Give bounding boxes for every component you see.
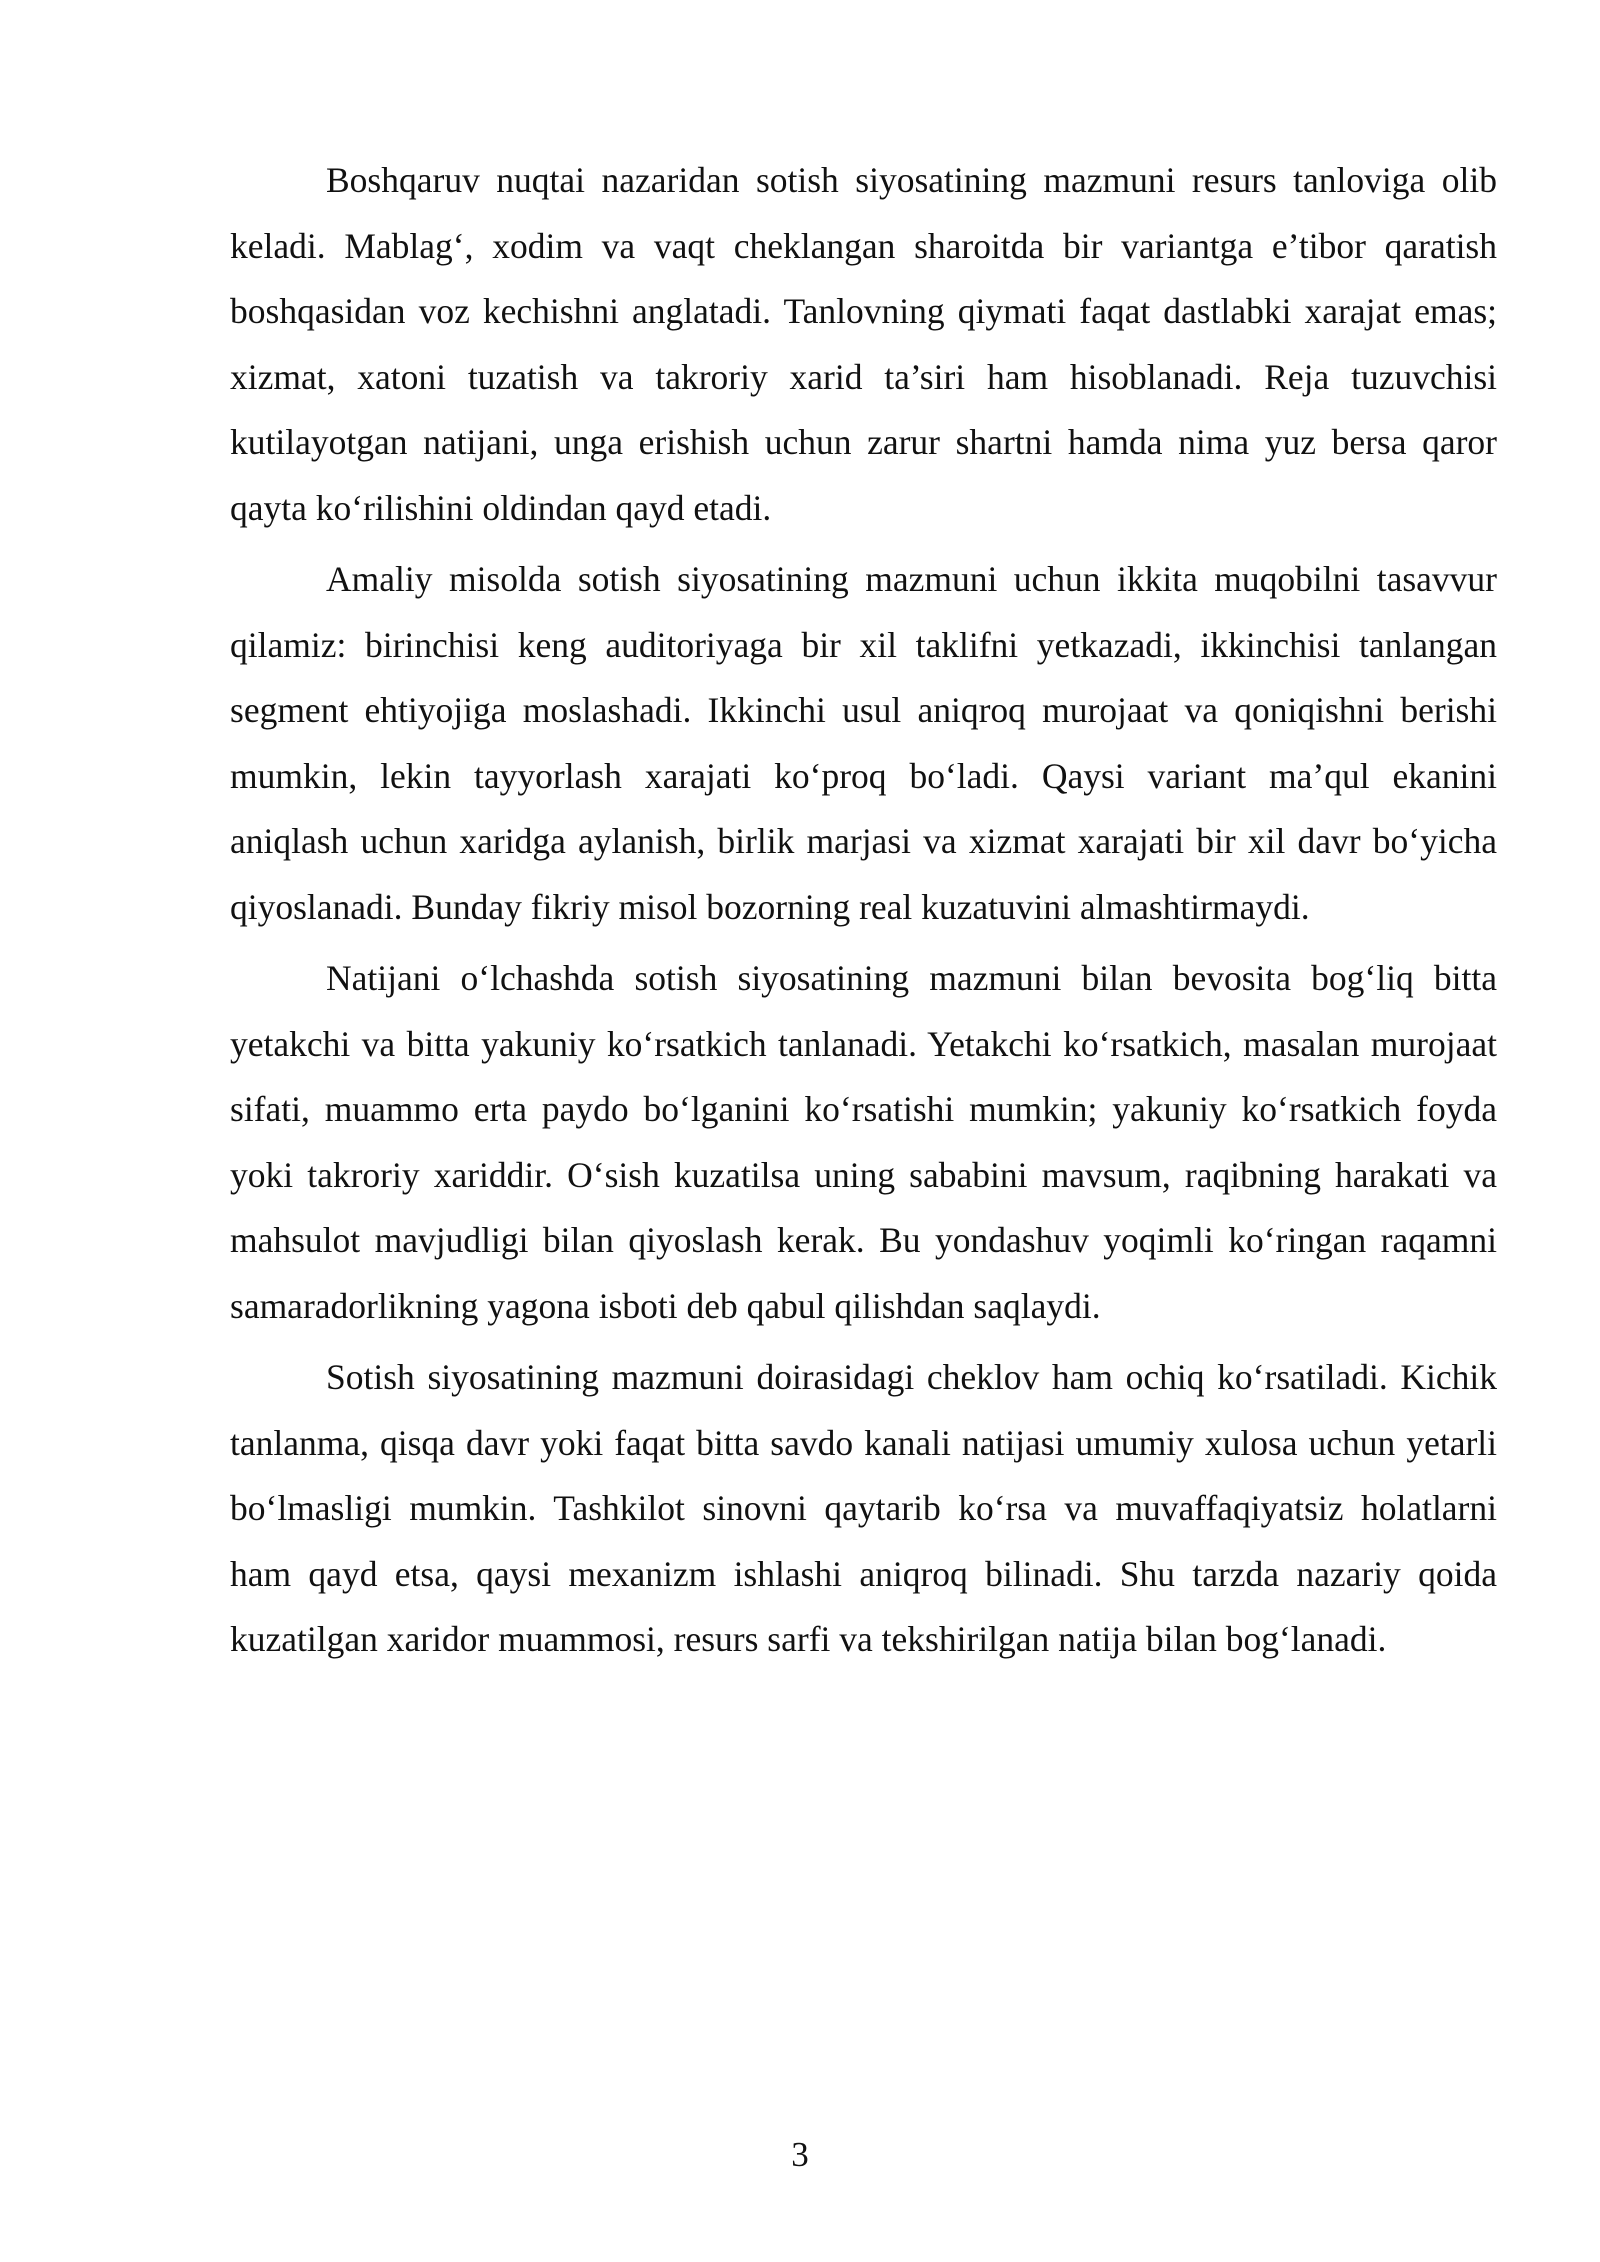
paragraph-2: Amaliy misolda sotish siyosatining mazmuni uchun ikkita muqobilni tasavvur qilamiz: birinchisi keng auditoriyaga bir xil taklifni yetkazadi, ikkinchisi tanlangan segment ehtiyojiga moslashadi. Ikkinchi usul aniqroq murojaat va qoniqishni berishi mumkin, lekin tayyorlash xarajati ko‘proq bo‘ladi. Qaysi variant ma’qul ekanini aniqlash uchun xaridga aylanish, birlik marjasi va xizmat xarajati bir xil davr bo‘yicha qiyoslanadi. Bunday fikriy misol bozorning real kuzatuvini almashtirmaydi. [230,559,1497,927]
paragraph-3: Natijani o‘lchashda sotish siyosatining mazmuni bilan bevosita bog‘liq bitta yetakchi va bitta yakuniy ko‘rsatkich tanlanadi. Yetakchi ko‘rsatkich, masalan murojaat sifati, muammo erta paydo bo‘lganini ko‘rsatishi mumkin; yakuniy ko‘rsatkich foyda yoki takroriy xariddir. O‘sish kuzatilsa uning sababini mavsum, raqibning harakati va mahsulot mavjudligi bilan qiyoslash kerak. Bu yondashuv yoqimli ko‘ringan raqamni samaradorlikning yagona isboti deb qabul qilishdan saqlaydi. [230,958,1497,1326]
page-number: 3 [791,2135,809,2174]
paragraph-4: Sotish siyosatining mazmuni doirasidagi cheklov ham ochiq ko‘rsatiladi. Kichik tanlanma, qisqa davr yoki faqat bitta savdo kanali natijasi umumiy xulosa uchun yetarli bo‘lmasligi mumkin. Tashkilot sinovni qaytarib ko‘rsa va muvaffaqiyatsiz holatlarni ham qayd etsa, qaysi mexanizm ishlashi aniqroq bilinadi. Shu tarzda nazariy qoida kuzatilgan xaridor muammosi, resurs sarfi va tekshirilgan natija bilan bog‘lanadi. [230,1357,1497,1659]
text-body [230,148,1497,1679]
paragraph-1: Boshqaruv nuqtai nazaridan sotish siyosatining mazmuni resurs tanloviga olib keladi. Mablag‘, xodim va vaqt cheklangan sharoitda bir variantga e’tibor qaratish boshqasidan voz kechishni anglatadi. Tanlovning qiymati faqat dastlabki xarajat emas; xizmat, xatoni tuzatish va takroriy xarid ta’siri ham hisoblanadi. Reja tuzuvchisi kutilayotgan natijani, unga erishish uchun zarur shartni hamda nima yuz bersa qaror qayta ko‘rilishini oldindan qayd etadi. [230,160,1497,528]
